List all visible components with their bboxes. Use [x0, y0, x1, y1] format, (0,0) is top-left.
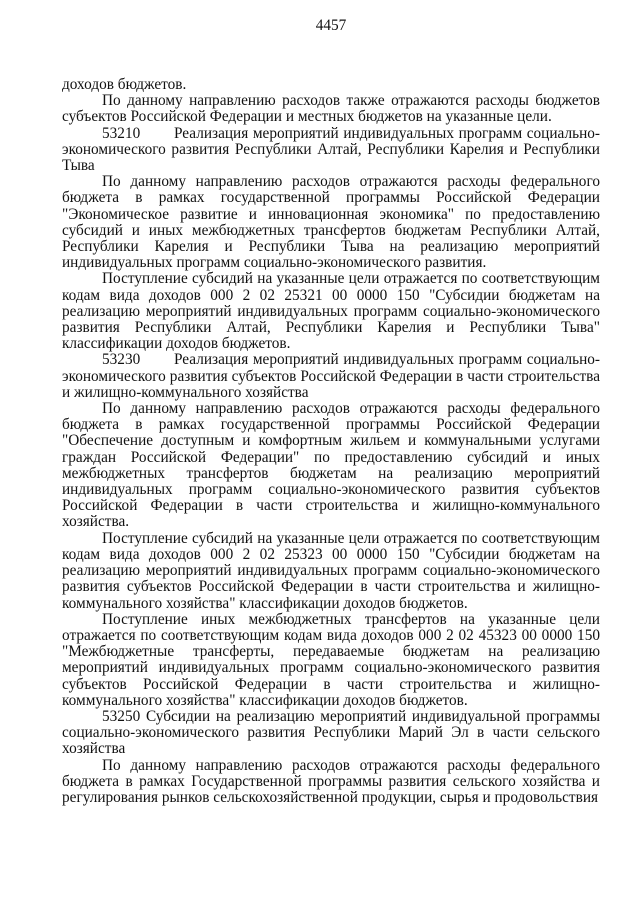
document-body [62, 77, 600, 806]
paragraph: Поступление субсидий на указанные цели отражается по соответствующим кодам вида доходов 000 2 02 25321 00 0000 150 "Субсидии бюджетам на реализацию мероприятий индивидуальных программ социально-экономического развития Республики Алтай, Республики Карелия и Республики Тыва" классификации доходов бюджетов. [62, 270, 600, 353]
section-code: 53210 [102, 124, 141, 142]
page-number: 4457 [315, 17, 347, 34]
paragraph: По данному направлению расходов отражаются расходы федерального бюджета в рамках государственной программы Российской Федерации "Экономическое развитие и инновационная экономика" по предоставлению субсидий и иных межбюджетных трансфертов бюджетам Республики Алтай, Республики Карелия и Республики Тыва на реализацию мероприятий индивидуальных программ социально-экономического развития. [62, 173, 600, 272]
paragraph: Поступление иных межбюджетных трансфертов на указанные цели отражается по соответствующим кодам вида доходов 000 2 02 45323 00 0000 150 "Межбюджетные трансферты, передаваемые бюджетам на реализацию мероприятий индивидуальных программ социально-экономического развития субъектов Российской Федерации в части строительства и жилищно-коммунального хозяйства" классификации доходов бюджетов. [62, 610, 600, 709]
section-code: 53230 [102, 351, 141, 369]
section-title: Реализация мероприятий индивидуальных программ социально-экономического развития Республики Алтай, Республики Карелия и Республики Тыва [62, 124, 600, 175]
section-heading-53230 [62, 352, 600, 401]
paragraph: По данному направлению расходов отражаются расходы федерального бюджета в рамках государственной программы Российской Федерации "Обеспечение доступным и комфортным жильем и коммунальными услугами граждан Российской Федерации" по предоставлению субсидий и иных межбюджетных трансфертов бюджетам на реализацию мероприятий индивидуальных программ социально-экономического развития субъектов Российской Федерации в части строительства и жилищно-коммунального хозяйства. [62, 400, 600, 531]
paragraph: По данному направлению расходов отражаются расходы федерального бюджета в рамках Государственной программы развития сельского хозяйства и регулирования рынков сельскохозяйственной продукции, сырья и продовольствия [62, 756, 600, 806]
section-heading-53210 [62, 126, 600, 175]
section-heading-53250: 53250 Субсидии на реализацию мероприятий индивидуальной программы социально-экономического развития Республики Марий Эл в части сельского хозяйства [62, 707, 600, 758]
paragraph: доходов бюджетов. [62, 76, 187, 93]
paragraph: Поступление субсидий на указанные цели отражается по соответствующим кодам вида доходов 000 2 02 25323 00 0000 150 "Субсидии бюджетам на реализацию мероприятий индивидуальных программ социально-экономического развития субъектов Российской Федерации в части строительства и жилищно-коммунального хозяйства" классификации доходов бюджетов. [62, 529, 600, 612]
paragraph: По данному направлению расходов также отражаются расходы бюджетов субъектов Российской Федерации и местных бюджетов на указанные цели. [62, 92, 600, 126]
section-title: Реализация мероприятий индивидуальных программ социально-экономического развития субъектов Российской Федерации в части строительства и жилищно-коммунального хозяйства [62, 351, 600, 401]
